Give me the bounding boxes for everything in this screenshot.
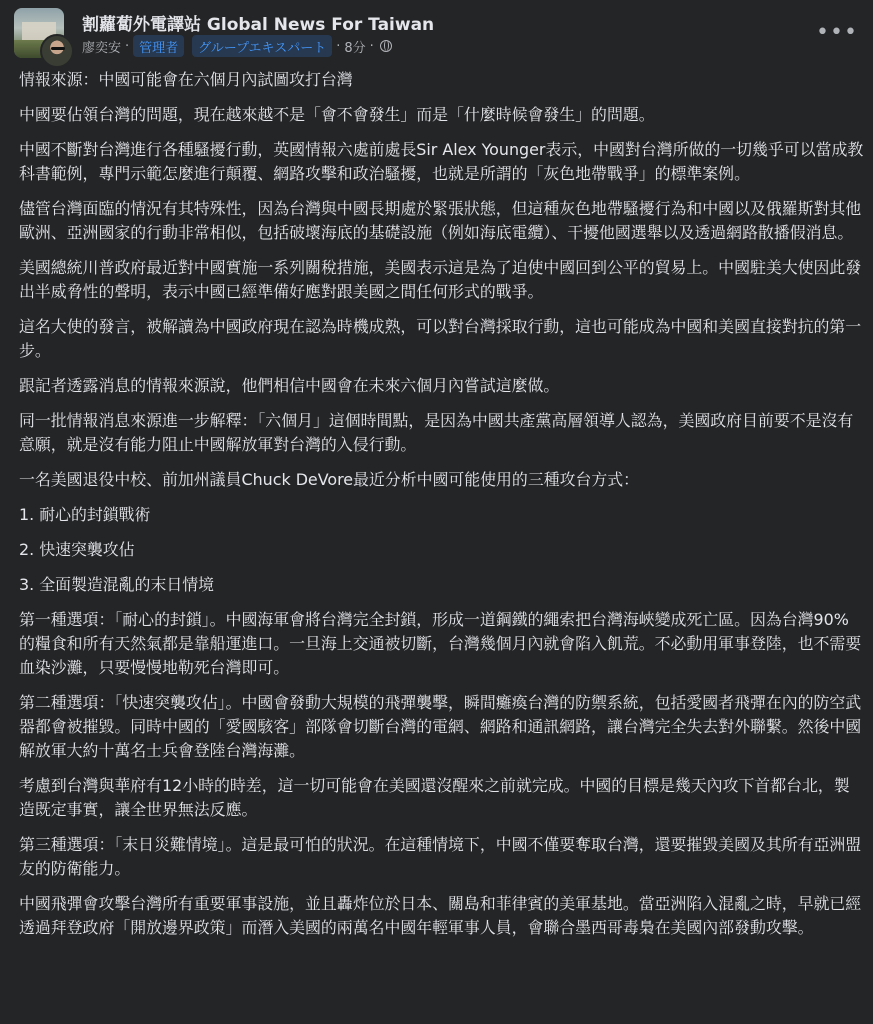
group-name-link[interactable]: 割蘿蔔外電譯站 Global News For Taiwan	[82, 15, 435, 35]
globe-icon[interactable]	[380, 40, 392, 52]
more-options-icon: •••	[816, 19, 858, 45]
author-avatar[interactable]	[40, 34, 74, 68]
post-paragraph: 美國總統川普政府最近對中國實施一系列關稅措施，美國表示這是為了迫使中國回到公平的貿易上。中國駐美大使因此發出半威脅性的聲明，表示中國已經準備好應對跟美國之間任何形式的戰爭。	[19, 258, 862, 301]
post-paragraph: 考慮到台灣與華府有12小時的時差，這一切可能會在美國還沒醒來之前就完成。中國的目標是幾天內攻下首都台北，製造既定事實，讓全世界無法反應。	[19, 776, 850, 819]
post-paragraph: 第一種選項：「耐心的封鎖」。中國海軍會將台灣完全封鎖，形成一道鋼鐵的繩索把台灣海峽變成死亡區。因為台灣90%的糧食和所有天然氣都是靠船運進口。一旦海上交通被切斷，台灣幾個月內就會陷入飢荒。不必動用軍事登陸，也不需要血染沙灘，只要慢慢地勒死台灣即可。	[19, 610, 862, 677]
post-header	[0, 0, 873, 68]
post-paragraph: 這名大使的發言，被解讀為中國政府現在認為時機成熟，可以對台灣採取行動，這也可能成為中國和美國直接對抗的第一步。	[19, 317, 862, 360]
group-expert-badge[interactable]: グループエキスパート	[192, 35, 332, 57]
author-avatar-glasses	[51, 47, 65, 50]
post-paragraph: 同一批情報消息來源進一步解釋：「六個月」這個時間點，是因為中國共產黨高層領導人認為，美國政府目前要不是沒有意願，就是沒有能力阻止中國解放軍對台灣的入侵行動。	[19, 411, 854, 454]
more-options-button[interactable]	[816, 18, 858, 46]
post-meta	[82, 34, 392, 58]
post-paragraph: 中國要佔領台灣的問題，現在越來越不是「會不會發生」而是「什麼時候會發生」的問題。	[19, 105, 655, 124]
admin-badge[interactable]: 管理者	[133, 35, 184, 57]
post-paragraph: 跟記者透露消息的情報來源說，他們相信中國會在未來六個月內嘗試這麼做。	[19, 376, 560, 395]
post-paragraph: 儘管台灣面臨的情況有其特殊性，因為台灣與中國長期處於緊張狀態，但這種灰色地帶騷擾行為和中國以及俄羅斯對其他歐洲、亞洲國家的行動非常相似，包括破壞海底的基礎設施（例如海底電纜）、干擾他國選舉以及透過網路散播假消息。	[19, 199, 862, 242]
post-paragraph: 一名美國退役中校、前加州議員Chuck DeVore最近分析中國可能使用的三種攻台方式：	[19, 470, 640, 489]
post-paragraph: 第二種選項：「快速突襲攻佔」。中國會發動大規模的飛彈襲擊，瞬間癱瘓台灣的防禦系統，包括愛國者飛彈在內的防空武器都會被摧毀。同時中國的「愛國駭客」部隊會切斷台灣的電網、網路和通訊網路，讓台灣完全失去對外聯繫。然後中國解放軍大約十萬名士兵會登陸台灣海灘。	[19, 693, 862, 760]
author-name-link[interactable]: 廖奕安	[82, 40, 122, 56]
post-timestamp-link[interactable]: 8分	[344, 40, 366, 56]
meta-separator: ·	[125, 38, 130, 54]
post-paragraph: 中國飛彈會攻擊台灣所有重要軍事設施，並且轟炸位於日本、關島和菲律賓的美軍基地。當亞洲陷入混亂之時，早就已經透過拜登政府「開放邊界政策」而潛入美國的兩萬名中國年輕軍事人員，會聯合墨西哥毒梟在美國內部發動攻擊。	[19, 894, 862, 937]
post-paragraph: 第三種選項：「末日災難情境」。這是最可怕的狀況。在這種情境下，中國不僅要奪取台灣，還要摧毀美國及其所有亞洲盟友的防衛能力。	[19, 835, 862, 878]
list-item: 1. 耐心的封鎖戰術	[19, 505, 151, 524]
list-item: 3. 全面製造混亂的末日情境	[19, 575, 215, 594]
list-item: 2. 快速突襲攻佔	[19, 540, 135, 559]
avatar-stack	[14, 8, 70, 64]
meta-separator: ·	[336, 38, 341, 54]
post-paragraph: 情報來源：中國可能會在六個月內試圖攻打台灣	[19, 70, 353, 89]
post-paragraph: 中國不斷對台灣進行各種騷擾行動，英國情報六處前處長Sir Alex Younger表示，中國對台灣所做的一切幾乎可以當成教科書範例，專門示範怎麼進行顛覆、網路攻擊和政治騷擾，也就是所謂的「灰色地帶戰爭」的標準案例。	[19, 140, 864, 183]
meta-separator: ·	[369, 38, 374, 54]
post-body	[19, 68, 864, 951]
